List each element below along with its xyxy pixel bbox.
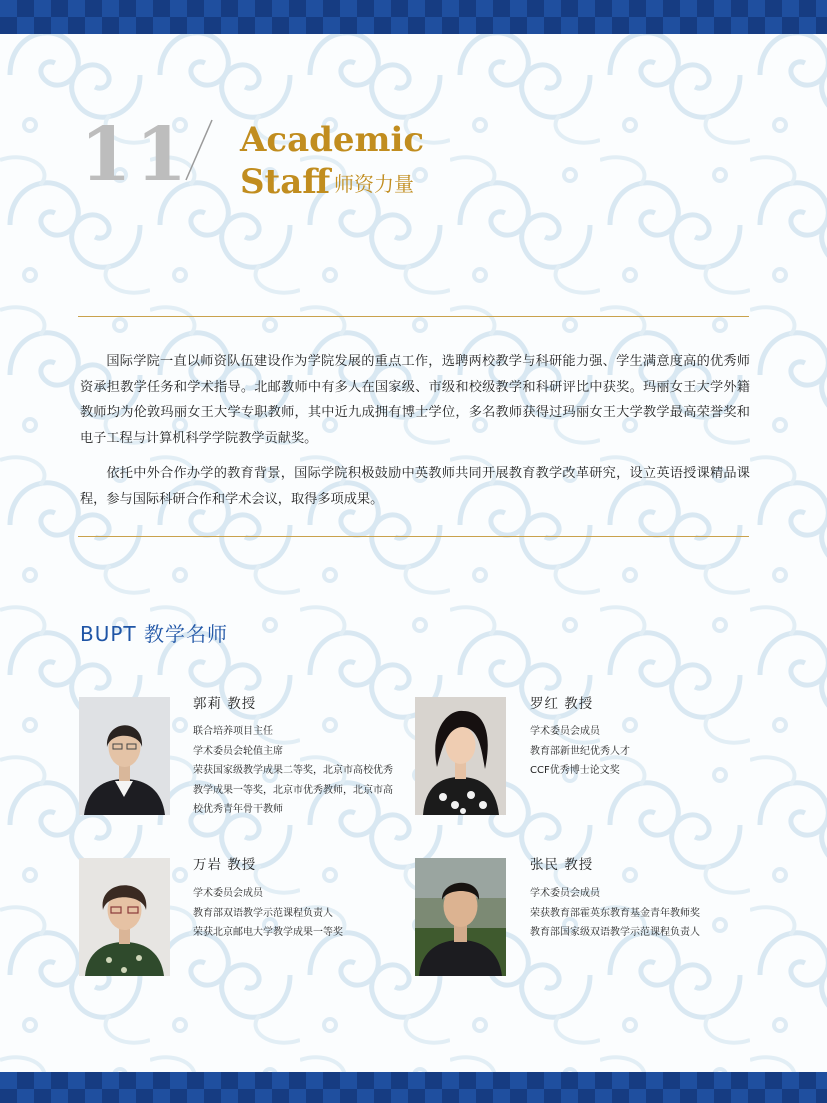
section-title: BUPT 教学名师 (80, 622, 228, 646)
divider-bottom (78, 536, 749, 537)
intro-paragraph-1: 国际学院一直以师资队伍建设作为学院发展的重点工作，选聘两校教学与科研能力强、学生满意度高的优秀师资承担教学任务和学术指导。北邮教师中有多人在国家级、市级和校级教学和科研评比中获奖。玛丽女王大学外籍教师均为伦敦玛丽女王大学专职教师，其中近九成拥有博士学位，多名教师获得过玛丽女王大学教学最高荣誉奖和电子工程与计算机科学学院教学贡献奖。 (80, 354, 750, 446)
bio-line: 荣获国家级教学成果二等奖，北京市高校优秀教学成果一等奖，北京市优秀教师，北京市高校优秀青年骨干教师 (193, 765, 393, 815)
teacher-bio (530, 722, 740, 781)
chapter-number: 11 (80, 112, 191, 198)
bio-line: 学术委员会成员 (530, 888, 600, 899)
bio-line: 荣获教育部霍英东教育基金青年教师奖 (530, 907, 700, 919)
teacher-bio (530, 884, 750, 943)
bio-line: 教育部双语教学示范课程负责人 (193, 907, 333, 919)
teacher-photo (415, 858, 506, 976)
teacher-name: 罗红 教授 (530, 696, 594, 712)
bio-line: 学术委员会轮值主席 (193, 745, 283, 757)
divider-top (78, 316, 749, 317)
top-pattern-band (0, 0, 827, 34)
title-chinese: 师资力量 (334, 172, 414, 196)
bio-line: 教育部新世纪优秀人才 (530, 745, 630, 757)
title-english-line1: Academic (240, 120, 425, 160)
intro-paragraph-2: 依托中外合作办学的教育背景，国际学院积极鼓励中英教师共同开展教育教学改革研究，设立英语授课精品课程，参与国际科研合作和学术会议，取得多项成果。 (80, 466, 750, 507)
teacher-photo (79, 858, 170, 976)
bio-line: 学术委员会成员 (193, 888, 263, 899)
teacher-photo (79, 697, 170, 815)
title-english-line2: Staff (240, 162, 331, 202)
bio-line: CCF优秀博士论文奖 (530, 765, 620, 776)
bio-line: 教育部国家级双语教学示范课程负责人 (530, 927, 700, 938)
bio-line: 联合培养项目主任 (193, 726, 273, 737)
intro-text (80, 349, 750, 522)
teacher-name: 万岩 教授 (193, 857, 257, 873)
teacher-name: 郭莉 教授 (193, 696, 257, 712)
bottom-pattern-band (0, 1072, 827, 1103)
bio-line: 学术委员会成员 (530, 726, 600, 737)
teacher-bio (193, 722, 393, 820)
teacher-name: 张民 教授 (530, 857, 594, 873)
chapter-slash-divider (172, 118, 232, 182)
teacher-photo (415, 697, 506, 815)
bio-line: 荣获北京邮电大学教学成果一等奖 (193, 927, 343, 938)
teacher-bio (193, 884, 393, 943)
